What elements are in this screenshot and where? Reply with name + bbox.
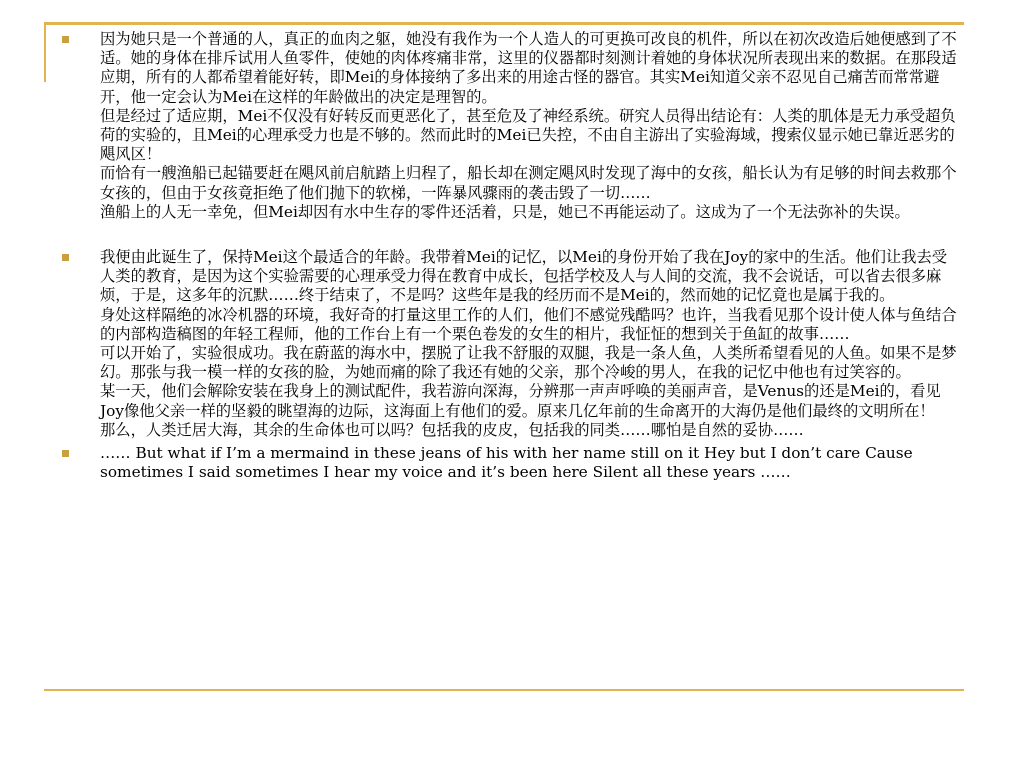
left-accent-rule (44, 22, 46, 82)
paragraph: 但是经过了适应期，Mei不仅没有好转反而更恶化了，甚至危及了神经系统。研究人员得出结论有：人类的肌体是无力承受超负荷的实验的，且Mei的心理承受力也是不够的。然而此时的Mei已失控，不由自主游出了实验海域，搜索仪显示她已靠近恶劣的飓风区！ (100, 106, 956, 164)
slide-content (62, 30, 962, 482)
paragraph: 而恰有一艘渔船已起锚要赶在飓风前启航踏上归程了，船长却在测定飓风时发现了海中的女孩，船长认为有足够的时间去救那个女孩的，但由于女孩竟拒绝了他们抛下的软梯，一阵暴风骤雨的袭击毁了一切…… (100, 164, 957, 202)
bullet-square-icon (62, 36, 69, 43)
paragraph: 身处这样隔绝的冰冷机器的环境，我好奇的打量这里工作的人们，他们不感觉残酷吗？也许，当我看见那个设计使人体与鱼结合的内部构造稿图的年轻工程师，他的工作台上有一个栗色卷发的女生的相片，我怔怔的想到关于鱼缸的故事…… (100, 305, 957, 343)
bottom-accent-rule (44, 689, 964, 691)
paragraph: 渔船上的人无一幸免，但Mei却因有水中生存的零件还活着，只是，她已不再能运动了。这成为了一个无法弥补的失误。 (100, 202, 910, 221)
bullet-item-1 (62, 30, 962, 222)
paragraph: 因为她只是一个普通的人，真正的血肉之躯，她没有我作为一个人造人的可更换可改良的机件，所以在初次改造后她便感到了不适。她的身体在排斥试用人鱼零件，使她的肉体疼痛非常，这里的仪器都时刻测计着她的身体状况所表现出来的数据。在那段适应期，所有的人都希望着能好转，即Mei的身体接纳了多出来的用途古怪的器官。其实Mei知道父亲不忍见自己痛苦而常常避开，他一定会认为Mei在这样的年龄做出的决定是理智的。 (100, 30, 957, 106)
lyrics-paragraph: …… But what if I’m a mermaind in these jeans of his with her name still on it Hey but I don’t care Cause sometimes I said sometimes I hear my voice and it’s been here Silent all these years …… (100, 444, 913, 482)
paragraph: 某一天，他们会解除安装在我身上的测试配件，我若游向深海，分辨那一声声呼唤的美丽声音，是Venus的还是Mei的，看见Joy像他父亲一样的坚毅的眺望海的边际，这海面上有他们的爱。原来几亿年前的生命离开的大海仍是他们最终的文明所在！ (100, 382, 941, 420)
top-accent-rule (44, 22, 964, 25)
paragraph: 我便由此诞生了，保持Mei这个最适合的年龄。我带着Mei的记忆，以Mei的身份开始了我在Joy的家中的生活。他们让我去受人类的教育，是因为这个实验需要的心理承受力得在教育中成长，包括学校及人与人间的交流，我不会说话，可以省去很多麻烦，于是，这多年的沉默……终于结束了，不是吗？这些年是我的经历而不是Mei的，然而她的记忆竟也是属于我的。 (100, 248, 948, 305)
bullet-item-2 (62, 248, 962, 440)
bullet-square-icon (62, 450, 69, 457)
paragraph: 可以开始了，实验很成功。我在蔚蓝的海水中，摆脱了让我不舒服的双腿，我是一条人鱼，人类所希望看见的人鱼。如果不是梦幻。那张与我一模一样的女孩的脸，为她而痛的除了我还有她的父亲，那个冷峻的男人，在我的记忆中他也有过笑容的。 (100, 344, 957, 382)
paragraph: 那么，人类迁居大海，其余的生命体也可以吗？包括我的皮皮，包括我的同类……哪怕是自然的妥协…… (100, 420, 804, 439)
bullet-square-icon (62, 254, 69, 261)
bullet-item-3 (62, 444, 962, 482)
